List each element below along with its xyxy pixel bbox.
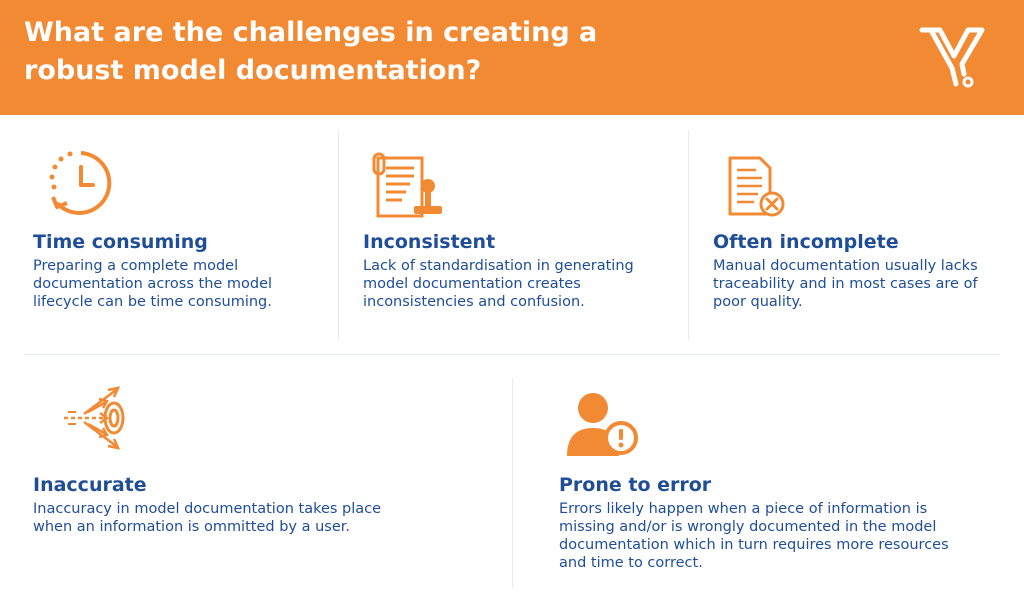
challenge-description: Errors likely happen when a piece of information is missing and/or is wrongly documented in the model documentation which in turn requires more resources and time to correct. [559, 501, 949, 571]
document-x-icon [726, 156, 788, 220]
challenge-title: Inaccurate [33, 474, 147, 496]
arrows-target-icon [58, 382, 130, 454]
page-title: What are the challenges in creating a robust model documentation? [24, 17, 598, 86]
challenge-title: Prone to error [559, 474, 712, 496]
header-banner [0, 0, 1024, 115]
challenge-description: Lack of standardisation in generating model documentation creates inconsistencies and confusion. [363, 258, 634, 310]
challenge-description: Manual documentation usually lacks traceability and in most cases are of poor quality. [713, 258, 978, 310]
row-divider [24, 354, 1000, 355]
brand-y-logo-icon [918, 24, 986, 90]
challenge-title: Time consuming [33, 231, 208, 253]
column-divider-2 [688, 130, 689, 340]
user-alert-icon [565, 392, 641, 458]
document-stamp-icon [372, 152, 444, 222]
clock-rewind-icon [45, 147, 117, 219]
challenge-description: Preparing a complete model documentation across the model lifecycle can be time consuming. [33, 258, 273, 310]
challenge-description: Inaccuracy in model documentation takes place when an information is ommitted by a user. [33, 501, 382, 535]
challenge-title: Often incomplete [713, 231, 899, 253]
column-divider-1 [338, 130, 339, 340]
challenge-title: Inconsistent [363, 231, 496, 253]
column-divider-3 [512, 378, 513, 588]
